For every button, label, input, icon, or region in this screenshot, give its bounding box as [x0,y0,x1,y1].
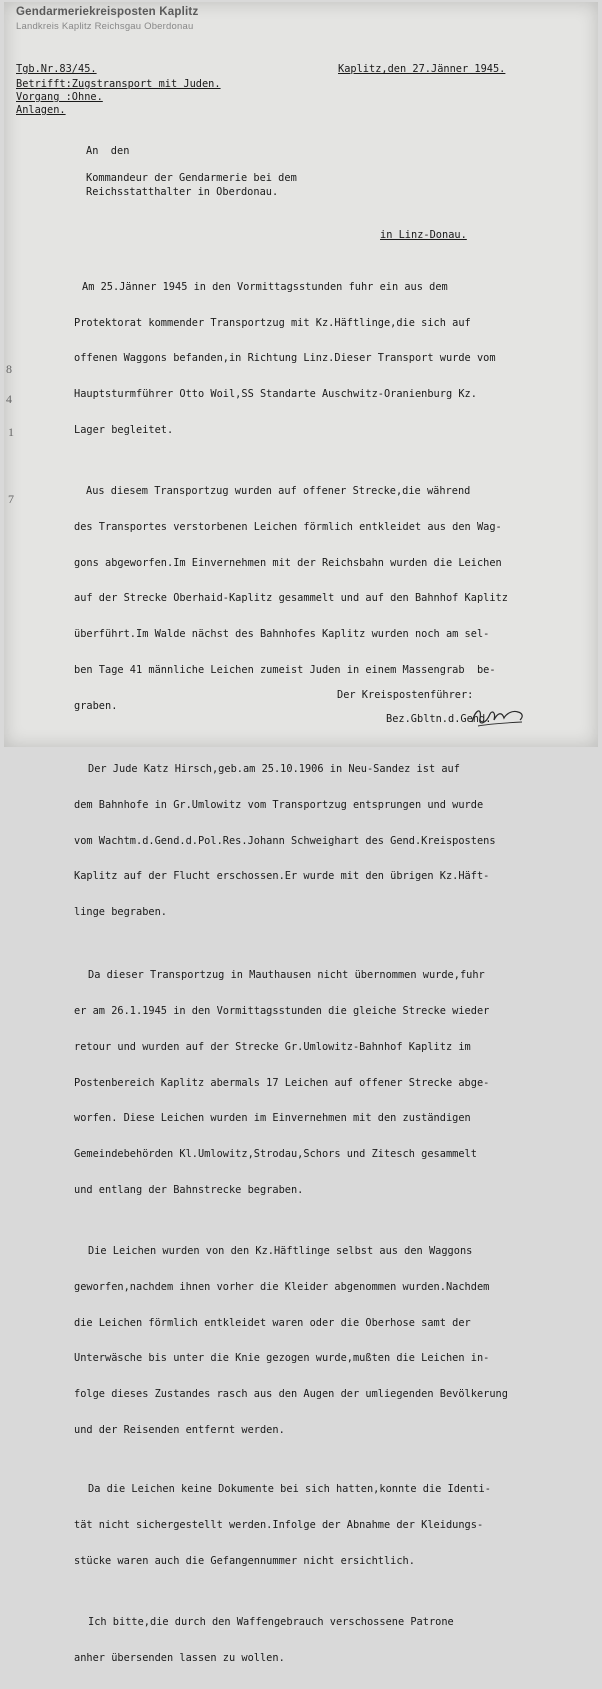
body-line: gons abgeworfen.Im Einvernehmen mit der Reichsbahn wurden die Leichen [74,556,502,569]
recipient-city: in Linz-Donau. [380,229,467,241]
body-line: Da die Leichen keine Dokumente bei sich hatten,konnte die Identi- [88,1483,491,1496]
recipient-line2: Reichsstatthalter in Oberdonau. [86,186,279,198]
attachments-line: Anlagen. [16,104,66,116]
body-line: und entlang der Bahnstrecke begraben. [74,1183,304,1196]
signature-rank: Bez.Gbltn.d.Gend. [386,713,492,725]
body-line: Kaplitz auf der Flucht erschossen.Er wurde mit den übrigen Kz.Häft- [74,870,490,883]
letterhead-stamp-line1: Gendarmeriekreisposten Kaplitz [16,6,199,18]
body-line: graben. [74,699,118,712]
body-line: Unterwäsche bis unter die Knie gezogen wurde,mußten die Leichen in- [74,1352,490,1365]
body-line: Da dieser Transportzug in Mauthausen nicht übernommen wurde,fuhr [88,969,485,982]
body-line: Hauptsturmführer Otto Woil,SS Standarte Auschwitz-Oranienburg Kz. [74,387,477,400]
body-line: geworfen,nachdem ihnen vorher die Kleider abgenommen wurden.Nachdem [74,1281,490,1294]
letterhead-stamp-line2: Landkreis Kaplitz Reichsgau Oberdonau [16,21,194,32]
reference-number: Tgb.Nr.83/45. [16,63,97,75]
body-line: Der Jude Katz Hirsch,geb.am 25.10.1906 in Neu-Sandez ist auf [88,763,460,776]
vorgang-line: Vorgang :Ohne. [16,91,103,103]
subject-line: Betrifft:Zugstransport mit Juden. [16,78,221,90]
body-line: stücke waren auch die Gefangennummer nicht ersichtlich. [74,1554,415,1567]
body-line: Lager begleitet. [74,423,174,436]
body-line: Ich bitte,die durch den Waffengebrauch verschossene Patrone [88,1616,454,1629]
body-line: des Transportes verstorbenen Leichen förmlich entkleidet aus den Wag- [74,520,502,533]
body-line: überführt.Im Walde nächst des Bahnhofes Kaplitz wurden noch am sel- [74,628,490,641]
paragraph-5 [74,1223,592,1461]
body-line: linge begraben. [74,905,167,918]
body-line: ben Tage 41 männliche Leichen zumeist Juden in einem Massengrab be- [74,663,496,676]
margin-pencil-mark: 4 [6,392,12,406]
body-line: offenen Waggons befanden,in Richtung Linz.Dieser Transport wurde vom [74,352,496,365]
body-line: worfen. Diese Leichen wurden im Einvernehmen mit den zuständigen [74,1112,471,1125]
body-line: auf der Strecke Oberhaid-Kaplitz gesammelt und auf den Bahnhof Kaplitz [74,592,508,605]
body-line: vom Wachtm.d.Gend.d.Pol.Res.Johann Schweighart des Gend.Kreispostens [74,834,496,847]
salutation-an-den: An den [86,145,130,157]
body-line: folge dieses Zustandes rasch aus den Augen der umliegenden Bevölkerung [74,1388,508,1401]
body-line: anher übersenden lassen zu wollen. [74,1652,285,1665]
paragraph-4 [74,947,592,1221]
paragraph-1 [74,258,592,460]
handwritten-signature [468,702,528,732]
body-line: Die Leichen wurden von den Kz.Häftlinge selbst aus den Waggons [88,1245,473,1258]
body-line: tät nicht sichergestellt werden.Infolge der Abnahme der Kleidungs- [74,1519,484,1532]
paragraph-7 [74,1594,592,1689]
paragraph-6 [74,1461,592,1592]
margin-pencil-mark: 1 [8,425,14,439]
margin-pencil-mark: 7 [8,492,14,506]
body-line: Gemeindebehörden Kl.Umlowitz,Strodau,Schors und Zitesch gesammelt [74,1148,477,1161]
paragraph-3 [74,740,592,942]
body-line: Postenbereich Kaplitz abermals 17 Leichen auf offener Strecke abge- [74,1076,490,1089]
recipient-line1: Kommandeur der Gendarmerie bei dem [86,172,297,184]
body-line: Aus diesem Transportzug wurden auf offener Strecke,die während [86,485,471,498]
body-line: er am 26.1.1945 in den Vormittagsstunden die gleiche Strecke wieder [74,1005,490,1018]
margin-pencil-mark: 8 [6,362,12,376]
body-line: Protektorat kommender Transportzug mit Kz.Häftlinge,die sich auf [74,316,471,329]
body-line: und der Reisenden entfernt werden. [74,1423,285,1436]
body-line: dem Bahnhofe in Gr.Umlowitz vom Transportzug entsprungen und wurde [74,798,484,811]
letter-body [74,258,592,1689]
signature-title: Der Kreispostenführer: [337,689,474,701]
body-line: retour und wurden auf der Strecke Gr.Umlowitz-Bahnhof Kaplitz im [74,1040,471,1053]
body-line: Am 25.Jänner 1945 in den Vormittagsstunden fuhr ein aus dem [82,280,448,293]
body-line: die Leichen förmlich entkleidet waren oder die Oberhose samt der [74,1316,471,1329]
place-date: Kaplitz,den 27.Jänner 1945. [338,63,506,75]
